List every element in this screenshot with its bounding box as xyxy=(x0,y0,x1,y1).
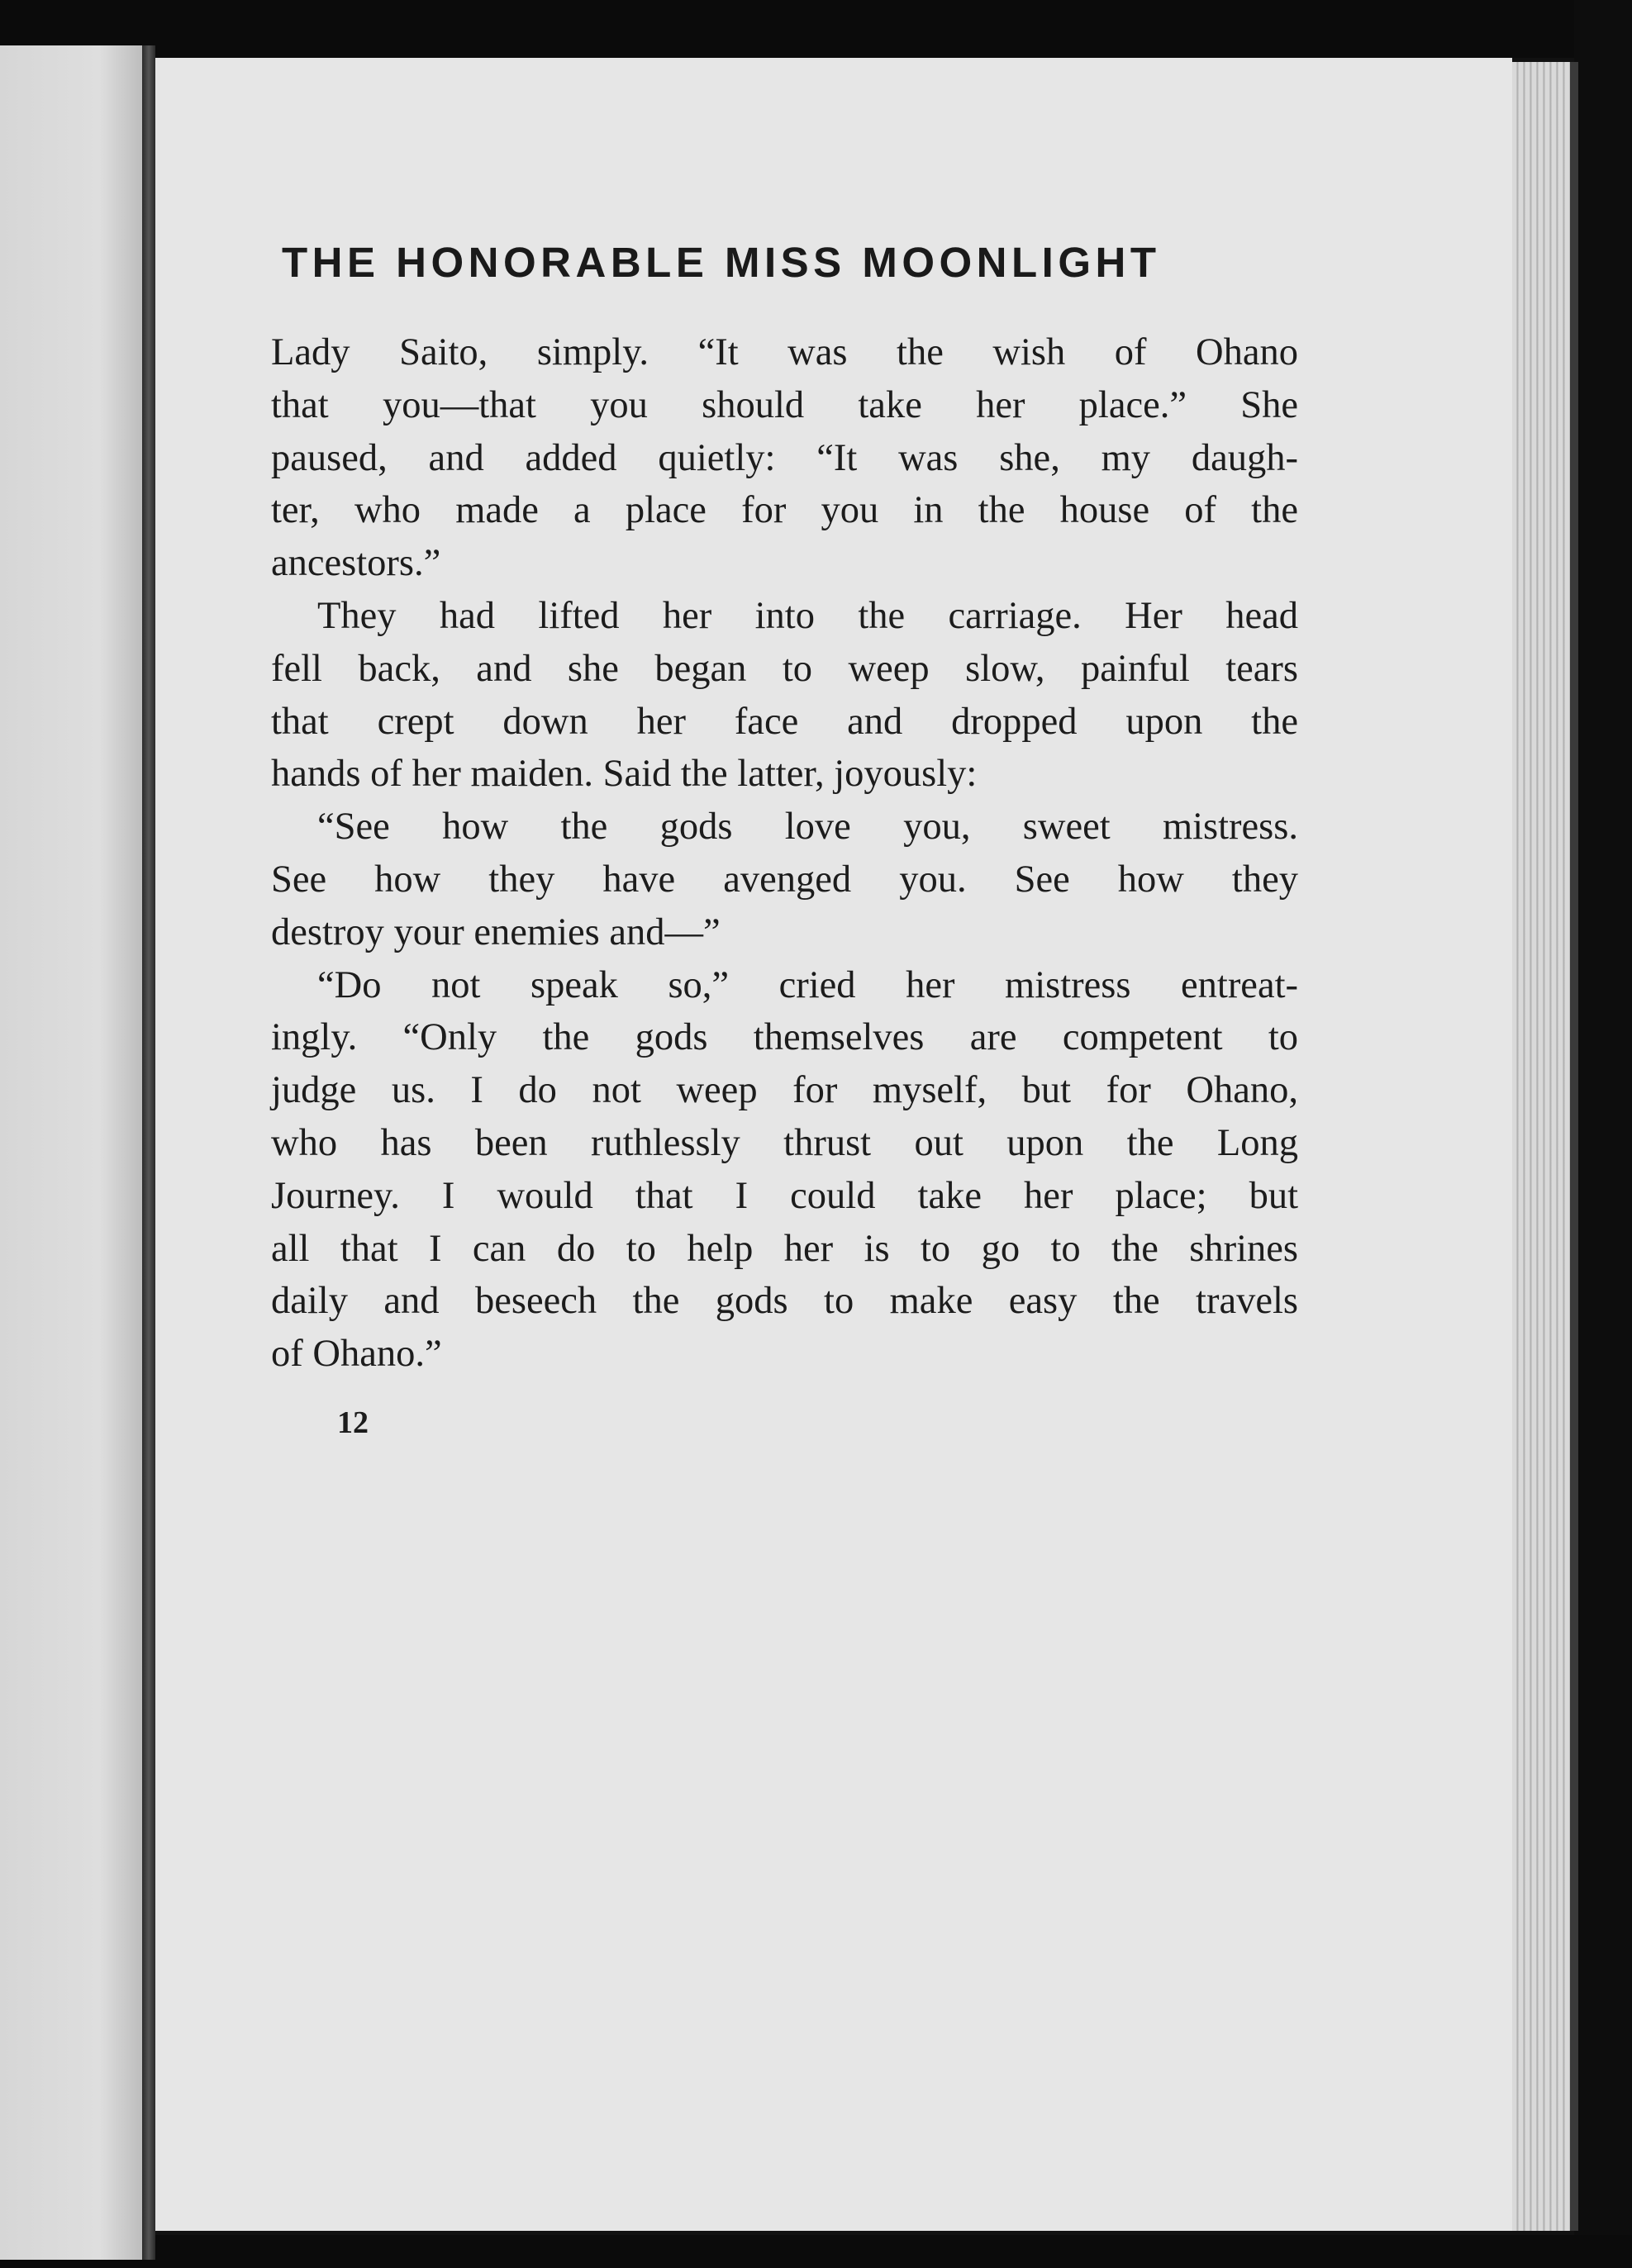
text-line: See how they have avenged you. See how they xyxy=(271,858,1298,901)
scanner-frame-bottom xyxy=(0,2235,1632,2268)
text-line: that crept down her face and dropped upon the xyxy=(271,700,1298,743)
running-head: THE HONORABLE MISS MOONLIGHT xyxy=(282,239,1161,286)
text-line: ingly. “Only the gods themselves are competent to xyxy=(271,1016,1298,1059)
scanner-frame-top xyxy=(0,0,1632,58)
scanner-frame-right xyxy=(1574,0,1632,2268)
text-line: They had lifted her into the carriage. Her head xyxy=(317,594,1298,637)
page-number: 12 xyxy=(337,1405,369,1440)
text-line: all that I can do to help her is to go to the shrines xyxy=(271,1227,1298,1270)
text-line: of Ohano.” xyxy=(271,1333,442,1376)
text-line: daily and beseech the gods to make easy the travels xyxy=(271,1280,1298,1323)
book-gutter xyxy=(142,45,155,2260)
text-line: judge us. I do not weep for myself, but for Ohano, xyxy=(271,1069,1298,1112)
text-line: who has been ruthlessly thrust out upon the Long xyxy=(271,1121,1298,1164)
text-line: “See how the gods love you, sweet mistress. xyxy=(317,806,1298,849)
previous-page-edge xyxy=(0,45,142,2260)
text-line: “Do not speak so,” cried her mistress entreat- xyxy=(317,963,1298,1006)
text-line: that you—that you should take her place.” She xyxy=(271,383,1298,426)
text-line: hands of her maiden. Said the latter, joyously: xyxy=(271,753,978,796)
text-line: destroy your enemies and—” xyxy=(271,911,721,953)
page-edge-stack xyxy=(1512,62,1570,2231)
text-line: ancestors.” xyxy=(271,542,441,585)
text-line: ter, who made a place for you in the house of the xyxy=(271,489,1298,532)
body-text xyxy=(271,326,1298,1381)
text-line: fell back, and she began to weep slow, painful tears xyxy=(271,647,1298,690)
page-edge-shadow xyxy=(1570,62,1578,2231)
text-line: Lady Saito, simply. “It was the wish of Ohano xyxy=(271,331,1298,373)
text-line: Journey. I would that I could take her place; but xyxy=(271,1174,1298,1217)
text-line: paused, and added quietly: “It was she, my daugh- xyxy=(271,436,1298,479)
